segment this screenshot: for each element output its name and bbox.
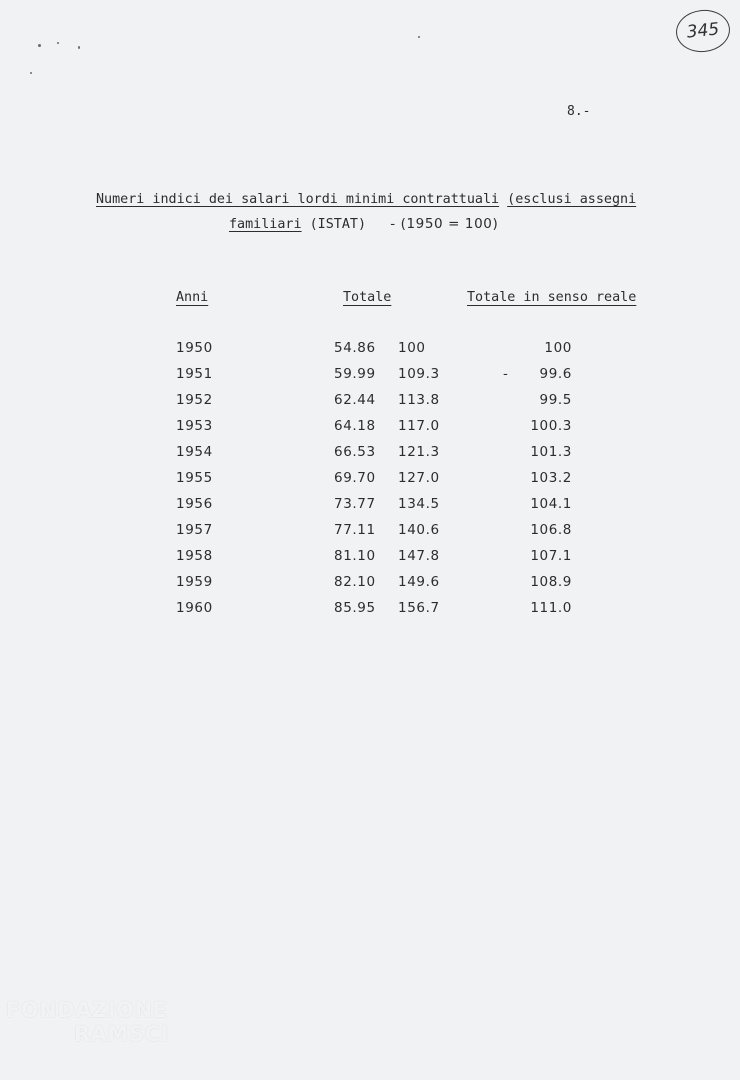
real-cell: 103.2 <box>530 470 572 486</box>
title-part-2: (esclusi assegni <box>507 192 637 207</box>
real-cell: 104.1 <box>530 496 572 512</box>
paper-speck <box>418 36 420 38</box>
title-part-4: (ISTAT) <box>309 217 367 232</box>
real-cell: 99.5 <box>539 392 572 408</box>
title-part-5: - (1950 = 100) <box>390 216 499 232</box>
total-cell: 73.77 <box>334 496 376 512</box>
title-part-1: Numeri indici dei salari lordi minimi contrattuali <box>96 192 500 207</box>
real-cell: 106.8 <box>530 522 572 538</box>
index-cell: 113.8 <box>398 392 440 408</box>
year-cell: 1953 <box>176 418 213 434</box>
year-cell: 1951 <box>176 366 213 382</box>
total-cell: 64.18 <box>334 418 376 434</box>
table-row <box>0 470 740 496</box>
year-cell: 1959 <box>176 574 213 590</box>
index-cell: 121.3 <box>398 444 440 460</box>
index-cell: 117.0 <box>398 418 440 434</box>
year-cell: 1960 <box>176 600 213 616</box>
paper-speck <box>78 46 80 49</box>
index-cell: 134.5 <box>398 496 440 512</box>
index-cell: 147.8 <box>398 548 440 564</box>
table-row <box>0 496 740 522</box>
year-cell: 1957 <box>176 522 213 538</box>
document-title <box>96 188 696 237</box>
table-row <box>0 340 740 366</box>
table-row <box>0 574 740 600</box>
real-cell: 101.3 <box>530 444 572 460</box>
paper-speck <box>57 42 59 44</box>
total-cell: 77.11 <box>334 522 376 538</box>
total-cell: 85.95 <box>334 600 376 616</box>
real-cell: 111.0 <box>530 600 572 616</box>
paper-speck <box>30 72 32 74</box>
year-cell: 1954 <box>176 444 213 460</box>
year-cell: 1956 <box>176 496 213 512</box>
index-cell: 140.6 <box>398 522 440 538</box>
total-cell: 59.99 <box>334 366 376 382</box>
index-cell: 100 <box>398 340 426 356</box>
column-header-years: Anni <box>176 290 209 305</box>
year-cell: 1958 <box>176 548 213 564</box>
real-cell: 100 <box>544 340 572 356</box>
index-cell: 109.3 <box>398 366 440 382</box>
archive-stamp: 345 <box>674 7 732 54</box>
wage-index-table <box>0 340 740 626</box>
index-cell: 127.0 <box>398 470 440 486</box>
title-part-3: familiari <box>229 217 302 232</box>
year-cell: 1955 <box>176 470 213 486</box>
real-cell: 100.3 <box>530 418 572 434</box>
table-row <box>0 522 740 548</box>
fondazione-gramsci-watermark <box>6 998 169 1046</box>
table-row <box>0 418 740 444</box>
index-cell: 156.7 <box>398 600 440 616</box>
table-row <box>0 548 740 574</box>
total-cell: 62.44 <box>334 392 376 408</box>
table-row <box>0 366 740 392</box>
year-cell: 1952 <box>176 392 213 408</box>
page-number: 8.- <box>567 104 591 119</box>
total-cell: 81.10 <box>334 548 376 564</box>
watermark-line-1: FONDAZIONE <box>6 998 168 1022</box>
column-header-real: Totale in senso reale <box>467 290 637 305</box>
table-row <box>0 444 740 470</box>
total-cell: 82.10 <box>334 574 376 590</box>
total-cell: 69.70 <box>334 470 376 486</box>
column-header-total: Totale <box>343 290 392 305</box>
table-row <box>0 392 740 418</box>
dash-mark: - <box>503 366 509 382</box>
real-cell: 99.6 <box>539 366 572 382</box>
year-cell: 1950 <box>176 340 213 356</box>
total-cell: 66.53 <box>334 444 376 460</box>
total-cell: 54.86 <box>334 340 376 356</box>
paper-speck <box>38 44 41 47</box>
real-cell: 107.1 <box>530 548 572 564</box>
table-row <box>0 600 740 626</box>
watermark-line-2: RAMSCI <box>74 1022 169 1046</box>
real-cell: 108.9 <box>530 574 572 590</box>
index-cell: 149.6 <box>398 574 440 590</box>
